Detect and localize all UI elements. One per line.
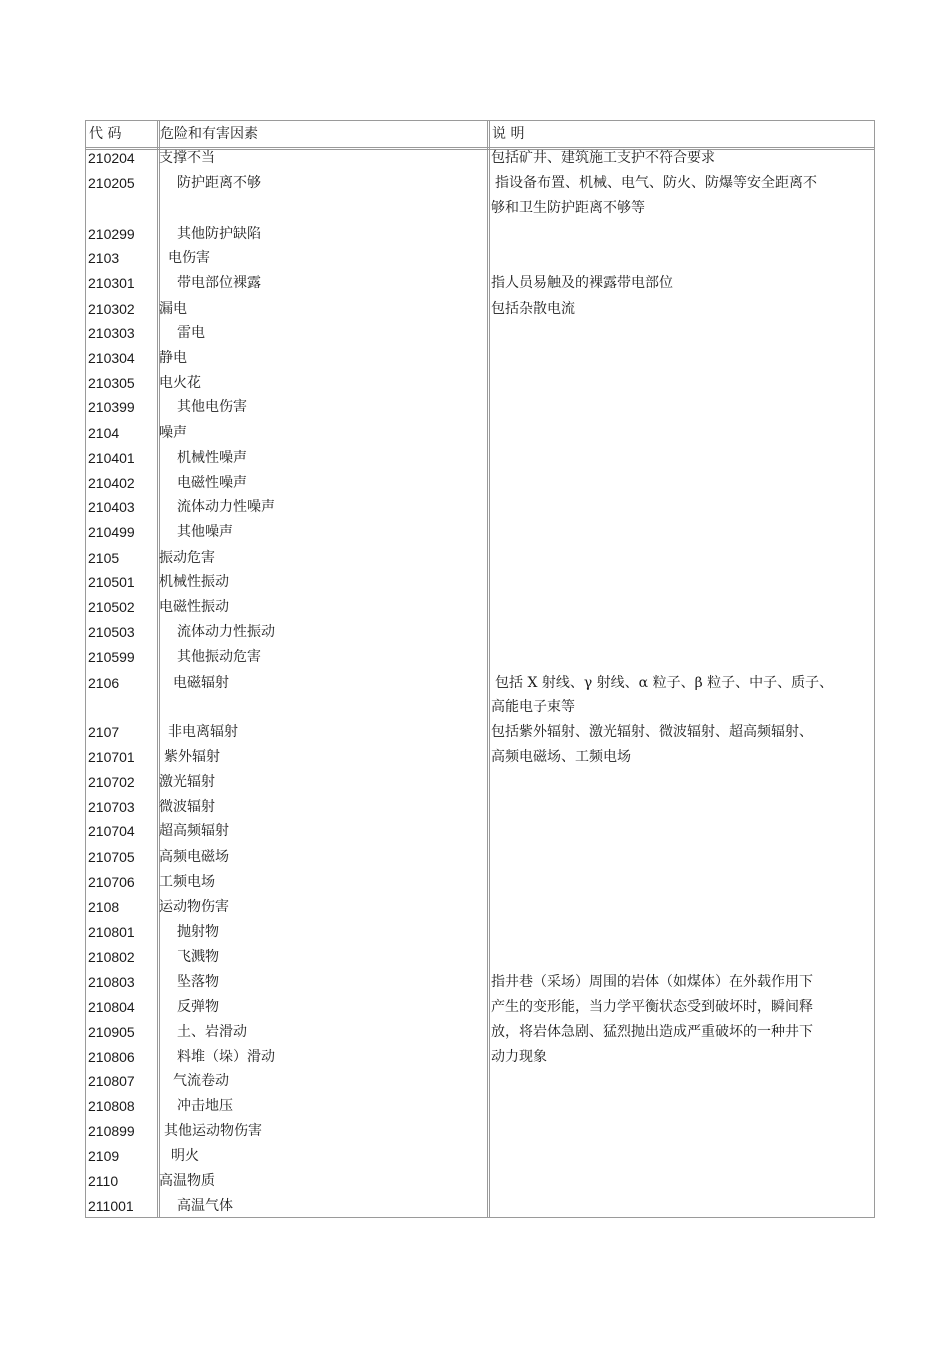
row-code: 210801	[88, 924, 135, 940]
row-hazard: 工频电场	[159, 874, 215, 890]
row-hazard: 振动危害	[159, 550, 215, 566]
note-line: 指人员易触及的裸露带电部位	[491, 275, 673, 291]
row-code: 210701	[88, 749, 135, 765]
note-line: 包括矿井、建筑施工支护不符合要求	[491, 150, 715, 166]
note-line: 包括 X 射线、γ 射线、α 粒子、β 粒子、中子、质子、	[495, 675, 834, 691]
row-code: 2110	[88, 1173, 119, 1189]
row-hazard: 高频电磁场	[159, 849, 229, 865]
row-code: 210402	[88, 475, 135, 491]
note-line: 放，将岩体急剧、猛烈抛出造成严重破坏的一种井下	[491, 1024, 813, 1040]
row-hazard: 雷电	[177, 325, 205, 341]
note-line: 高频电磁场、工频电场	[491, 749, 631, 765]
row-code: 210503	[88, 624, 135, 640]
row-hazard: 紫外辐射	[164, 749, 220, 765]
row-hazard: 其他噪声	[177, 524, 233, 540]
row-code: 210401	[88, 450, 135, 466]
column-divider	[487, 121, 490, 1217]
row-hazard: 防护距离不够	[177, 175, 261, 191]
row-code: 210702	[88, 774, 135, 790]
row-hazard: 带电部位裸露	[177, 275, 261, 291]
row-hazard: 微波辐射	[159, 799, 215, 815]
row-code: 2103	[88, 250, 120, 266]
row-hazard: 坠落物	[177, 974, 219, 990]
note-line: 指井巷（采场）周围的岩体（如煤体）在外载作用下	[491, 974, 813, 990]
row-hazard: 电磁性噪声	[177, 475, 247, 491]
note-line: 高能电子束等	[491, 699, 575, 715]
row-code: 210706	[88, 874, 135, 890]
note-line: 够和卫生防护距离不够等	[491, 200, 645, 216]
row-hazard: 流体动力性振动	[177, 624, 275, 640]
row-hazard: 电火花	[159, 375, 201, 391]
row-hazard: 气流卷动	[173, 1073, 229, 1089]
row-code: 210599	[88, 649, 135, 665]
row-hazard: 土、岩滑动	[177, 1024, 247, 1040]
row-code: 210299	[88, 226, 135, 242]
row-hazard: 高温物质	[159, 1173, 215, 1189]
column-divider	[157, 121, 160, 1217]
row-code: 210403	[88, 499, 135, 515]
row-hazard: 超高频辐射	[159, 823, 229, 839]
row-hazard: 其他振动危害	[177, 649, 261, 665]
note-line: 包括紫外辐射、激光辐射、微波辐射、超高频辐射、	[491, 724, 813, 740]
note-line: 动力现象	[491, 1049, 547, 1065]
row-code: 210705	[88, 849, 135, 865]
row-hazard: 反弹物	[177, 999, 219, 1015]
row-code: 210304	[88, 350, 135, 366]
note-line: 产生的变形能，当力学平衡状态受到破坏时，瞬间释	[491, 999, 813, 1015]
row-code: 210204	[88, 150, 135, 166]
row-hazard: 非电离辐射	[168, 724, 238, 740]
row-hazard: 漏电	[159, 301, 187, 317]
row-code: 210399	[88, 399, 135, 415]
row-code: 210305	[88, 375, 135, 391]
row-hazard: 机械性噪声	[177, 450, 247, 466]
row-code: 210803	[88, 974, 135, 990]
row-hazard: 冲击地压	[177, 1098, 233, 1114]
row-code: 210303	[88, 325, 135, 341]
row-hazard: 支撑不当	[159, 150, 215, 166]
header-note: 说 明	[492, 126, 525, 142]
row-code: 210499	[88, 524, 135, 540]
row-code: 210807	[88, 1073, 135, 1089]
row-hazard: 运动物伤害	[159, 899, 229, 915]
row-code: 210704	[88, 823, 135, 839]
row-code: 210205	[88, 175, 135, 191]
row-code: 210502	[88, 599, 135, 615]
header-code: 代 码	[89, 126, 122, 142]
row-hazard: 噪声	[159, 425, 187, 441]
note-line: 指设备布置、机械、电气、防火、防爆等安全距离不	[495, 175, 817, 191]
row-code: 210302	[88, 301, 135, 317]
row-code: 210804	[88, 999, 135, 1015]
row-hazard: 激光辐射	[159, 774, 215, 790]
row-hazard: 流体动力性噪声	[177, 499, 275, 515]
row-code: 211001	[88, 1198, 134, 1214]
row-hazard: 其他运动物伤害	[164, 1123, 262, 1139]
row-code: 210802	[88, 949, 135, 965]
row-hazard: 其他电伤害	[177, 399, 247, 415]
row-hazard: 电磁辐射	[173, 675, 229, 691]
row-hazard: 高温气体	[177, 1198, 233, 1214]
row-code: 2109	[88, 1148, 120, 1164]
row-hazard: 电磁性振动	[159, 599, 229, 615]
row-code: 210501	[88, 574, 135, 590]
row-code: 2105	[88, 550, 120, 566]
row-code: 210301	[88, 275, 135, 291]
row-code: 2106	[88, 675, 120, 691]
row-code: 2107	[88, 724, 120, 740]
row-code: 2108	[88, 899, 120, 915]
row-hazard: 其他防护缺陷	[177, 226, 261, 242]
row-hazard: 抛射物	[177, 924, 219, 940]
row-code: 2104	[88, 425, 120, 441]
header-hazard: 危险和有害因素	[160, 126, 258, 142]
row-hazard: 机械性振动	[159, 574, 229, 590]
row-hazard: 电伤害	[168, 250, 210, 266]
row-code: 210806	[88, 1049, 135, 1065]
row-code: 210905	[88, 1024, 135, 1040]
row-hazard: 明火	[171, 1148, 199, 1164]
row-code: 210808	[88, 1098, 135, 1114]
row-hazard: 飞溅物	[177, 949, 219, 965]
note-line: 包括杂散电流	[491, 301, 575, 317]
hazard-table	[85, 120, 875, 1218]
row-hazard: 料堆（垛）滑动	[177, 1049, 275, 1065]
row-code: 210703	[88, 799, 135, 815]
row-code: 210899	[88, 1123, 135, 1139]
row-hazard: 静电	[159, 350, 187, 366]
